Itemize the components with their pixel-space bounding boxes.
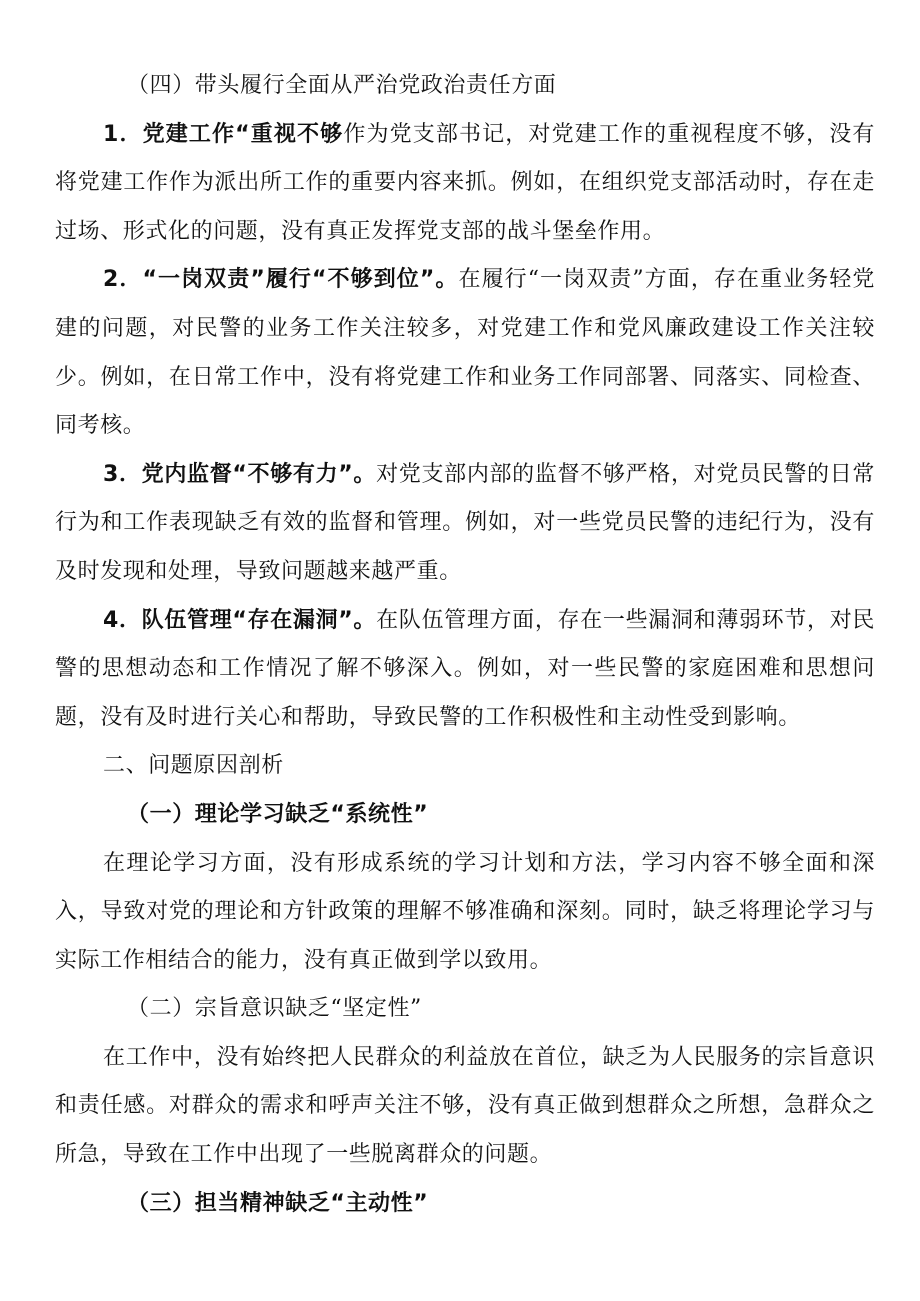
item-4-lead: 4．队伍管理“存在漏洞”。 [103, 607, 377, 633]
item-1-lead: 1．党建工作“重视不够 [103, 121, 344, 147]
subsection-2-heading: （二）宗旨意识缺乏“坚定性” [127, 996, 422, 1022]
item-3-body: 对党支部内部的监督不够严格，对党员民警的日常行为和工作表现缺乏有效的监督和管理。例如，对一些党员民警的违纪行为，没有及时发现和处理，导致问题越来越严重。 [55, 461, 876, 584]
item-2-lead: 2．“一岗双责”履行“不够到位”。 [103, 267, 459, 293]
paragraph-item-2 [55, 256, 875, 450]
paragraph-item-3 [55, 451, 875, 597]
document-page [55, 62, 875, 1228]
part-2-heading: 二、问题原因剖析 [103, 753, 284, 779]
paragraph-item-1 [55, 111, 875, 257]
subsection-2-body: 在工作中，没有始终把人民群众的利益放在首位，缺乏为人民服务的宗旨意识和责任感。对群众的需求和呼声关注不够，没有真正做到想群众之所想，急群众之所急，导致在工作中出现了一些脱离群众的问题。 [55, 1044, 875, 1168]
item-3-lead: 3．党内监督“不够有力”。 [103, 461, 377, 487]
item-1-body: 作为党支部书记，对党建工作的重视程度不够，没有将党建工作作为派出所工作的重要内容来抓。例如，在组织党支部活动时，存在走过场、形式化的问题，没有真正发挥党支部的战斗堡垒作用。 [55, 121, 875, 244]
paragraph-item-4 [55, 597, 875, 743]
section-heading: （四）带头履行全面从严治党政治责任方面 [127, 73, 557, 98]
subsection-1-heading: （一）理论学习缺乏“系统性” [127, 801, 429, 827]
item-2-body: 在履行“一岗双责”方面，存在重业务轻党建的问题，对民警的业务工作关注较多，对党建工作和党风廉政建设工作关注较少。例如，在日常工作中，没有将党建工作和业务工作同部署、同落实、同检查、同考核。 [55, 267, 875, 439]
item-4-body: 在队伍管理方面，存在一些漏洞和薄弱环节，对民警的思想动态和工作情况了解不够深入。例如，对一些民警的家庭困难和思想问题，没有及时进行关心和帮助，导致民警的工作积极性和主动性受到影响。 [55, 607, 876, 730]
subsection-1-body: 在理论学习方面，没有形成系统的学习计划和方法，学习内容不够全面和深入，导致对党的理论和方针政策的理解不够准确和深刻。同时，缺乏将理论学习与实际工作相结合的能力，没有真正做到学以致用。 [55, 850, 875, 973]
subsection-3-heading: （三）担当精神缺乏“主动性” [127, 1190, 429, 1216]
